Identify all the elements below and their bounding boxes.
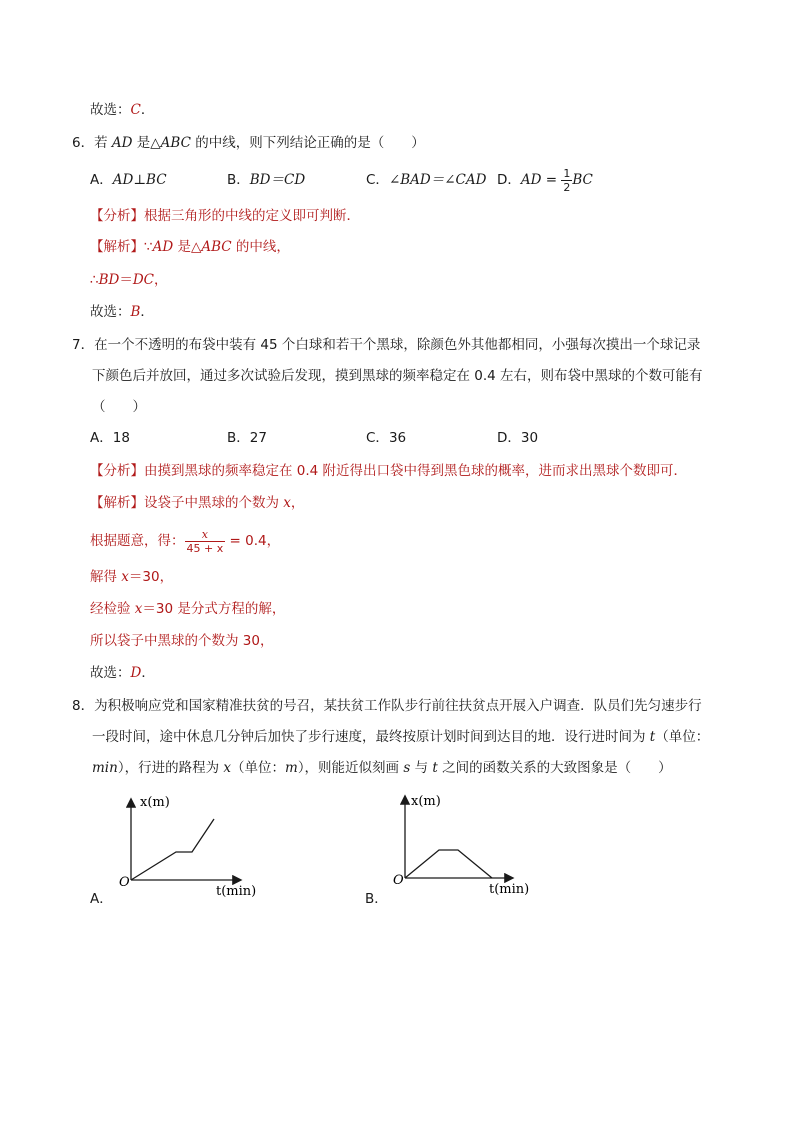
q8-graph-a-label: A． [90,891,113,907]
stem-text: 与 [410,760,433,776]
q7-option-a [90,428,130,448]
q7-stem-1 [72,335,700,355]
option-text: 30 [520,430,539,446]
stem-text: 下颜色后并放回，通过多次试验后发现，摸到黑球的频率稳定在 0.4 左右，则布袋中黑球的个数可能有 [92,368,703,384]
q7-option-c [366,428,406,448]
question-number: 8． [72,698,95,714]
stem-text: ），行进的路程为 [117,760,224,776]
stem-var: s [403,760,411,776]
stem-text: ），则能近似刻画 [297,760,404,776]
stem-var: ABC [160,135,191,151]
solution-var: DC [132,272,154,288]
stem-var: t [432,760,438,776]
analysis-text: 根据三角形的中线的定义即可判断． [144,208,360,224]
x-axis-label: t(min) [216,884,257,899]
origin-label: O [119,875,130,890]
solution-text: ， [154,272,168,288]
q6-option-b [227,170,305,190]
option-var: AD [520,172,542,188]
q8-stem-1 [72,696,702,716]
option-label: B． [227,430,250,446]
stem-text: （ ） [92,399,146,415]
q7-solution-4 [90,599,285,619]
option-text: ∠BAD＝∠CAD [388,172,487,188]
q6-option-a [90,170,167,190]
answer-prefix: 故选： [90,665,131,681]
solution-var: BD [98,272,120,288]
analysis-text: 由摸到黑球的频率稳定在 0.4 附近得出口袋中得到黑色球的概率，进而求出黑球个数即可． [144,463,688,479]
stem-text: 是△ [132,135,161,151]
q7-solution-2 [90,527,280,555]
punct: ． [140,102,155,118]
fraction-denominator: 45 + x [186,541,224,555]
graph-a-curve [131,819,214,880]
option-text: 36 [388,430,407,446]
x-axis-label: t(min) [489,882,530,897]
q8-graph-a [110,788,260,908]
option-text: 27 [249,430,267,446]
option-label: A． [90,430,113,446]
punct: ． [140,304,154,320]
q7-solution-1 [90,493,304,513]
stem-text: 若 [94,135,112,151]
answer-letter: D [130,665,142,681]
answer-prefix: 故选： [90,304,131,320]
option-label: C． [366,172,389,188]
stem-text: （单位： [655,729,710,745]
solution-var: x [134,601,143,617]
solution-text: 所以袋子中黑球的个数为 30， [90,633,274,649]
q8-graph-b-label: B． [365,891,388,907]
q7-analysis [90,461,687,481]
solution-tag: 【解析】 [90,239,144,255]
q7-solution-3 [90,567,173,587]
option-text: 18 [112,430,130,446]
stem-text: 为积极响应党和国家精准扶贫的号召，某扶贫工作队步行前往扶贫点开展入户调查．队员们先匀速步行 [94,698,702,714]
stem-var: m [285,760,298,776]
answer-prefix: 故选： [90,102,131,118]
stem-var: t [649,729,656,745]
solution-text: ∴ [90,272,99,288]
option-text: BD＝CD [249,172,306,188]
analysis-tag: 【分析】 [90,463,144,479]
solution-var: ABC [201,239,232,255]
question-number: 6． [72,135,95,151]
option-text: AD⊥BC [112,172,167,188]
q6-solution-1 [90,237,290,257]
stem-var: AD [111,135,133,151]
solution-var: AD [152,239,174,255]
solution-text: 根据题意，得： [90,533,185,549]
option-label: C． [366,430,389,446]
q7-answer-line [90,663,155,683]
y-axis-label: x(m) [411,794,441,809]
stem-text: 一段时间，途中休息几分钟后加快了步行速度，最终按原计划时间到达目的地．设行进时间为 [92,729,650,745]
solution-text: 的中线， [231,239,290,255]
q7-option-b [227,428,267,448]
q7-option-d [497,428,538,448]
solution-text: ， [290,495,305,511]
option-label: D． [497,430,521,446]
fraction [185,528,226,555]
answer-letter: C [130,102,141,118]
question-number: 7． [72,337,95,353]
fraction-numerator: x [185,528,226,542]
stem-text: 在一个不透明的布袋中装有 45 个白球和若干个黑球，除颜色外其他都相同，小强每次摸出一个球记录 [94,337,701,353]
option-label: A． [90,172,113,188]
stem-text: （单位： [231,760,285,776]
solution-text: ＝ [119,272,133,288]
solution-text: ＝30， [128,569,174,585]
solution-text: = 0.4， [225,533,281,549]
fraction [561,167,572,194]
solution-tag: 【解析】 [90,495,144,511]
option-eq: = [541,172,562,188]
solution-text: 设袋子中黑球的个数为 [144,495,284,511]
option-label: D． [497,172,521,188]
option-var: BC [572,172,593,188]
q7-stem-3 [92,397,146,417]
option-label: B． [227,172,250,188]
q8-stem-3 [92,758,672,778]
solution-text: 解得 [90,569,122,585]
q8-stem-2 [92,727,709,747]
q5-answer-line [90,100,154,120]
solution-var: x [283,495,291,511]
graph-b-curve [405,850,492,878]
stem-var: x [223,760,231,776]
q6-solution-2 [90,270,168,290]
stem-text: 之间的函数关系的大致图象是（ ） [437,760,672,776]
stem-text: 的中线，则下列结论正确的是（ ） [190,135,425,151]
answer-letter: B [130,304,141,320]
q6-option-c [366,170,486,190]
q8-graph-b [384,785,534,905]
q7-stem-2 [92,366,703,386]
solution-text: ＝30 是分式方程的解， [142,601,286,617]
analysis-tag: 【分析】 [90,208,144,224]
stem-var: min [92,760,118,776]
y-axis-label: x(m) [140,795,170,810]
q6-analysis [90,206,360,226]
punct: ． [141,665,155,681]
q6-option-d [497,164,593,196]
solution-var: x [121,569,129,585]
fraction-denominator: 2 [563,180,571,194]
fraction-numerator: 1 [563,166,571,180]
origin-label: O [393,873,404,888]
solution-text: 是△ [173,239,202,255]
q6-answer-line [90,302,154,322]
q6-stem [72,133,425,153]
solution-text: ∵ [144,239,153,255]
solution-text: 经检验 [90,601,135,617]
q7-solution-5 [90,631,273,651]
